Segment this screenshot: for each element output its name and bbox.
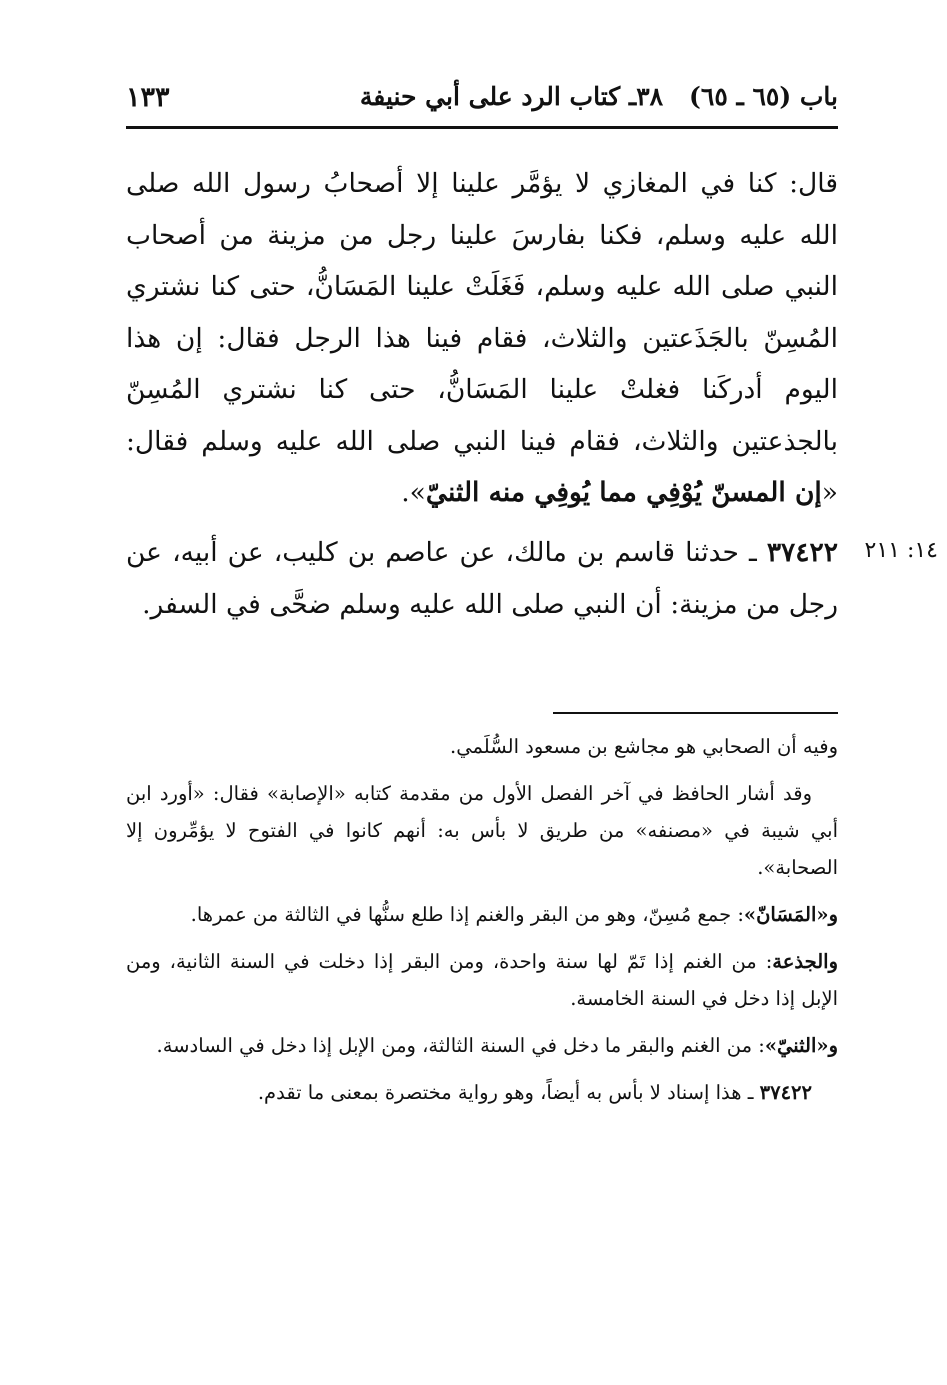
book-title: ٣٨ـ كتاب الرد على أبي حنيفة: [359, 82, 664, 111]
footnote-1: وفيه أن الصحابي هو مجاشع بن مسعود السُّلَمي.: [450, 735, 838, 758]
footnote-4-term: والجذعة: [772, 950, 838, 973]
footnote-3: [126, 896, 838, 933]
footnote-5-text: : من الغنم والبقر ما دخل في السنة الثالثة، ومن الإبل إذا دخل في السادسة.: [156, 1034, 765, 1057]
footnotes: [126, 728, 838, 1121]
footnote-2: وقد أشار الحافظ في آخر الفصل الأول من مقدمة كتابه «الإصابة» فقال: «أورد ابن أبي شيبة في «مصنفه» من طريق لا بأس به: أنهم كانوا في الفتوح لا يؤمِّرون إلا الصحابة».: [126, 782, 838, 879]
header-rule: [126, 126, 838, 129]
running-header: [126, 78, 838, 122]
prophetic-quote: إن المسنّ يُوْفِي مما يُوفِي منه الثنيّ: [425, 477, 822, 508]
footnote-6-number: ٣٧٤٢٢: [759, 1081, 812, 1104]
footnote-rule: [553, 712, 838, 714]
footnote-6: [126, 1074, 838, 1111]
page-number: ١٣٣: [126, 82, 170, 113]
hadith-number: ٣٧٤٢٢: [766, 537, 838, 568]
footnote-4: [126, 943, 838, 1017]
quote-close: ».: [401, 477, 426, 508]
footnote-4-text: : من الغنم إذا تَمّ لها سنة واحدة، ومن البقر إذا دخلت في السنة الثانية، ومن الإبل إذا دخل في السنة الخامسة.: [126, 950, 838, 1010]
footnote-5-term: و«الثنيّ»: [764, 1034, 838, 1057]
hadith-text: ـ حدثنا قاسم بن مالك، عن عاصم بن كليب، عن أبيه، عن رجل من مزينة: أن النبي صلى الله عليه وسلم ضحَّى في السفر.: [126, 537, 838, 620]
footnote-6-text: ـ هذا إسناد لا بأس به أيضاً، وهو رواية مختصرة بمعنى ما تقدم.: [257, 1081, 760, 1104]
margin-reference: ١٤: ٢١١: [864, 538, 938, 563]
footnote-5: [126, 1027, 838, 1064]
chapter-title: باب (٦٥ ـ ٦٥): [689, 82, 838, 111]
main-paragraph-text: قال: كنا في المغازي لا يؤمَّر علينا إلا أصحابُ رسول الله صلى الله عليه وسلم، فكنا بفارسَ علينا رجل من مزينة من أصحاب النبي صلى الله عليه وسلم، فَغَلَتْ علينا المَسَانُّ، حتى كنا نشتري المُسِنّ بالجَذَعتين والثلاث، فقام فينا هذا الرجل فقال: إن هذا اليوم أدركَنا فغلتْ علينا المَسَانُّ، حتى كنا نشتري المُسِنّ بالجذعتين والثلاث، فقام فينا النبي صلى الله عليه وسلم فقال: «: [126, 168, 838, 508]
hadith-entry: [126, 527, 838, 630]
footnote-3-text: : جمع مُسِنّ، وهو من البقر والغنم إذا طلع سنُّها في الثالثة من عمرها.: [190, 903, 744, 926]
main-text: [126, 158, 838, 519]
main-paragraph: [126, 158, 838, 519]
header-titles: [360, 82, 838, 111]
footnote-3-term: و«المَسَانّ»: [743, 903, 838, 926]
